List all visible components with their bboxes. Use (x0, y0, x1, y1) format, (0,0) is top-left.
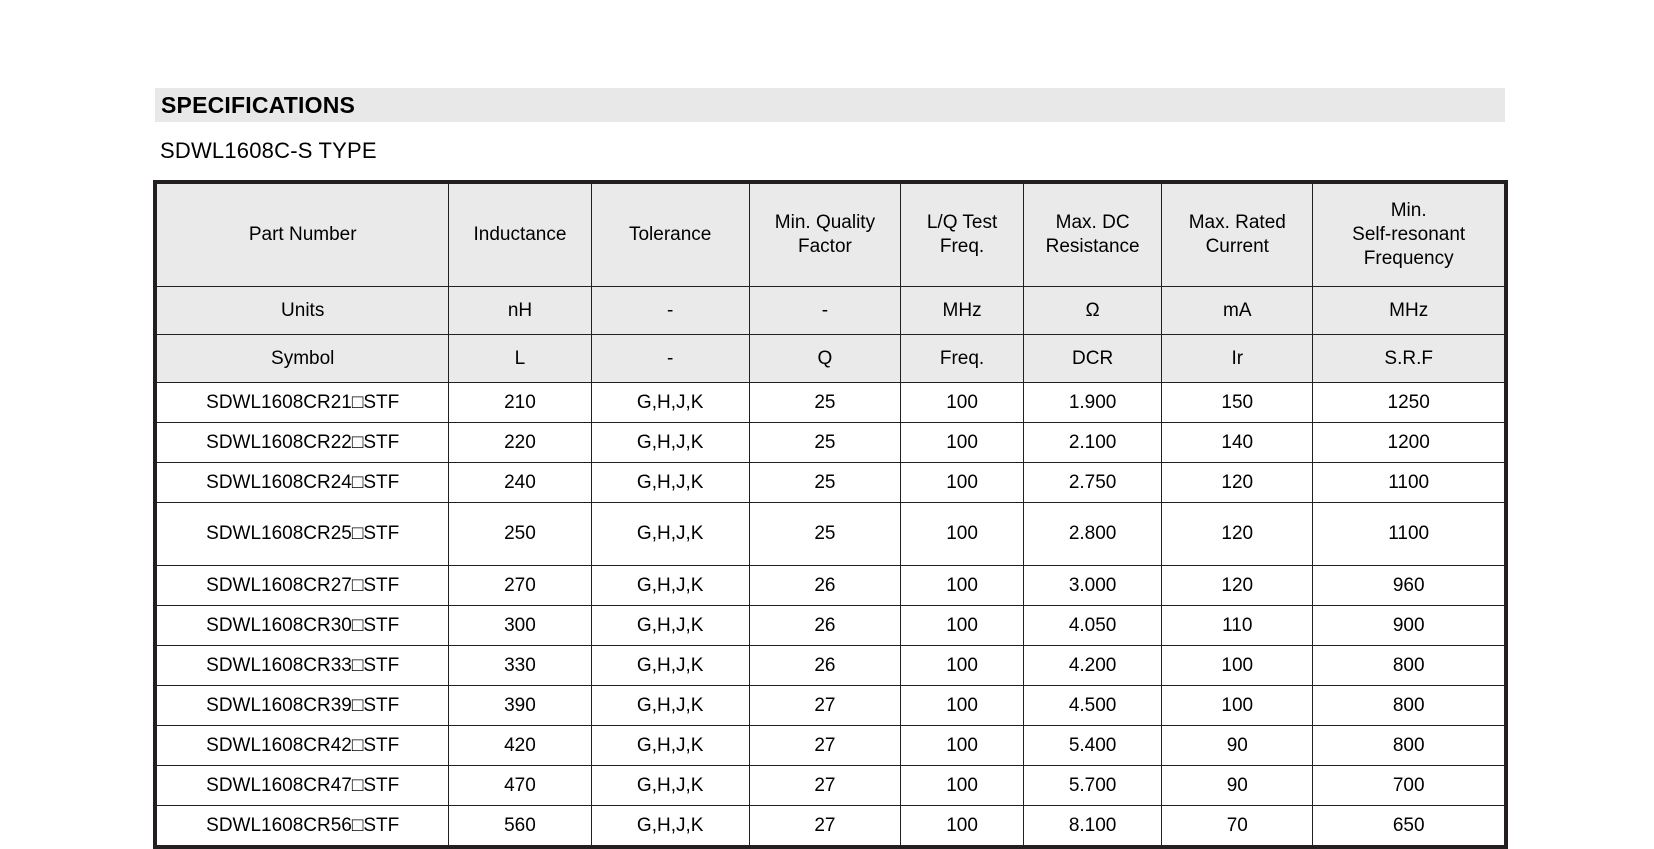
cell-part-number: SDWL1608CR39□STF (155, 686, 449, 726)
column-header-line: Freq. (939, 236, 985, 257)
units-label: Units (155, 287, 449, 335)
cell-max-rated-current: 150 (1162, 383, 1313, 423)
cell-max-rated-current: 120 (1162, 463, 1313, 503)
cell-tolerance: G,H,J,K (591, 726, 749, 766)
cell-min-quality-factor: 27 (749, 686, 900, 726)
cell-min-self-resonant-frequency: 800 (1313, 646, 1506, 686)
cell-inductance: 420 (449, 726, 591, 766)
cell-part-number: SDWL1608CR24□STF (155, 463, 449, 503)
cell-min-self-resonant-frequency: 1200 (1313, 423, 1506, 463)
cell-min-quality-factor: 25 (749, 503, 900, 566)
cell-part-number: SDWL1608CR47□STF (155, 766, 449, 806)
cell-tolerance: G,H,J,K (591, 766, 749, 806)
cell-max-dc-resistance: 5.700 (1024, 766, 1162, 806)
table-row (155, 383, 1506, 423)
cell-lq-test-freq: 100 (901, 766, 1024, 806)
symbol-dc-resistance: DCR (1024, 335, 1162, 383)
column-header-inductance (449, 182, 591, 287)
cell-max-rated-current: 120 (1162, 566, 1313, 606)
table-row (155, 686, 1506, 726)
cell-inductance: 330 (449, 646, 591, 686)
cell-part-number: SDWL1608CR56□STF (155, 806, 449, 848)
specifications-table (153, 180, 1508, 849)
units-tolerance: - (591, 287, 749, 335)
table-header-row (155, 182, 1506, 287)
cell-max-dc-resistance: 3.000 (1024, 566, 1162, 606)
specifications-table-wrapper (153, 180, 1508, 849)
cell-lq-test-freq: 100 (901, 463, 1024, 503)
cell-inductance: 210 (449, 383, 591, 423)
column-header-line: Resistance (1045, 236, 1140, 257)
cell-max-rated-current: 70 (1162, 806, 1313, 848)
table-row (155, 566, 1506, 606)
cell-max-rated-current: 100 (1162, 686, 1313, 726)
cell-min-quality-factor: 27 (749, 806, 900, 848)
cell-tolerance: G,H,J,K (591, 566, 749, 606)
cell-lq-test-freq: 100 (901, 503, 1024, 566)
cell-min-quality-factor: 25 (749, 383, 900, 423)
units-dc-resistance: Ω (1024, 287, 1162, 335)
cell-part-number: SDWL1608CR30□STF (155, 606, 449, 646)
cell-min-self-resonant-frequency: 800 (1313, 686, 1506, 726)
cell-lq-test-freq: 100 (901, 726, 1024, 766)
column-header-max-rated-current (1162, 182, 1313, 287)
cell-part-number: SDWL1608CR42□STF (155, 726, 449, 766)
cell-tolerance: G,H,J,K (591, 606, 749, 646)
cell-inductance: 240 (449, 463, 591, 503)
column-header-tolerance (591, 182, 749, 287)
cell-part-number: SDWL1608CR33□STF (155, 646, 449, 686)
cell-min-quality-factor: 26 (749, 566, 900, 606)
cell-lq-test-freq: 100 (901, 423, 1024, 463)
cell-max-rated-current: 140 (1162, 423, 1313, 463)
column-header-max-dc-resistance (1024, 182, 1162, 287)
cell-lq-test-freq: 100 (901, 383, 1024, 423)
cell-tolerance: G,H,J,K (591, 463, 749, 503)
table-row (155, 606, 1506, 646)
column-header-line: Inductance (473, 224, 567, 246)
cell-min-quality-factor: 25 (749, 463, 900, 503)
cell-inductance: 270 (449, 566, 591, 606)
column-header-line: Max. DC (1055, 212, 1130, 234)
column-header-lq-test-freq (901, 182, 1024, 287)
cell-max-rated-current: 110 (1162, 606, 1313, 646)
column-header-min-self-resonant-frequency (1313, 182, 1506, 287)
cell-max-dc-resistance: 8.100 (1024, 806, 1162, 848)
units-quality-factor: - (749, 287, 900, 335)
symbol-test-freq: Freq. (901, 335, 1024, 383)
cell-inductance: 250 (449, 503, 591, 566)
cell-max-dc-resistance: 2.100 (1024, 423, 1162, 463)
cell-part-number: SDWL1608CR27□STF (155, 566, 449, 606)
symbol-quality-factor: Q (749, 335, 900, 383)
cell-lq-test-freq: 100 (901, 646, 1024, 686)
cell-min-self-resonant-frequency: 1100 (1313, 503, 1506, 566)
symbol-label: Symbol (155, 335, 449, 383)
table-row (155, 423, 1506, 463)
cell-min-self-resonant-frequency: 900 (1313, 606, 1506, 646)
column-header-line: Self-resonant (1352, 224, 1466, 246)
cell-max-rated-current: 90 (1162, 726, 1313, 766)
units-test-freq: MHz (901, 287, 1024, 335)
symbol-tolerance: - (591, 335, 749, 383)
table-row (155, 726, 1506, 766)
cell-min-quality-factor: 25 (749, 423, 900, 463)
cell-max-dc-resistance: 2.800 (1024, 503, 1162, 566)
cell-inductance: 470 (449, 766, 591, 806)
cell-min-self-resonant-frequency: 700 (1313, 766, 1506, 806)
cell-max-dc-resistance: 4.500 (1024, 686, 1162, 726)
cell-max-dc-resistance: 5.400 (1024, 726, 1162, 766)
column-header-line: Current (1205, 236, 1269, 257)
cell-min-self-resonant-frequency: 650 (1313, 806, 1506, 848)
table-row (155, 766, 1506, 806)
column-header-line: Min. (1390, 200, 1427, 222)
cell-max-rated-current: 90 (1162, 766, 1313, 806)
cell-min-quality-factor: 27 (749, 726, 900, 766)
cell-inductance: 390 (449, 686, 591, 726)
cell-tolerance: G,H,J,K (591, 686, 749, 726)
cell-inductance: 300 (449, 606, 591, 646)
column-header-line: Part Number (248, 224, 357, 246)
cell-tolerance: G,H,J,K (591, 383, 749, 423)
units-rated-current: mA (1162, 287, 1313, 335)
page-title: SPECIFICATIONS (161, 91, 356, 118)
cell-min-self-resonant-frequency: 960 (1313, 566, 1506, 606)
cell-min-self-resonant-frequency: 1250 (1313, 383, 1506, 423)
table-units-row (155, 287, 1506, 335)
cell-min-quality-factor: 26 (749, 646, 900, 686)
table-symbol-row (155, 335, 1506, 383)
column-header-line: Min. Quality (774, 212, 876, 234)
units-inductance: nH (449, 287, 591, 335)
symbol-rated-current: Ir (1162, 335, 1313, 383)
type-subtitle: SDWL1608C-S TYPE (160, 138, 377, 163)
table-row (155, 806, 1506, 848)
column-header-line: Tolerance (628, 224, 712, 246)
cell-part-number: SDWL1608CR25□STF (155, 503, 449, 566)
cell-inductance: 220 (449, 423, 591, 463)
table-row (155, 503, 1506, 566)
cell-max-dc-resistance: 1.900 (1024, 383, 1162, 423)
cell-tolerance: G,H,J,K (591, 503, 749, 566)
cell-tolerance: G,H,J,K (591, 423, 749, 463)
cell-max-rated-current: 100 (1162, 646, 1313, 686)
cell-lq-test-freq: 100 (901, 606, 1024, 646)
cell-max-dc-resistance: 4.050 (1024, 606, 1162, 646)
cell-tolerance: G,H,J,K (591, 806, 749, 848)
cell-lq-test-freq: 100 (901, 566, 1024, 606)
cell-lq-test-freq: 100 (901, 806, 1024, 848)
cell-inductance: 560 (449, 806, 591, 848)
column-header-line: Factor (798, 236, 852, 257)
cell-min-self-resonant-frequency: 800 (1313, 726, 1506, 766)
cell-max-rated-current: 120 (1162, 503, 1313, 566)
column-header-min-quality-factor (749, 182, 900, 287)
cell-min-self-resonant-frequency: 1100 (1313, 463, 1506, 503)
table-row (155, 463, 1506, 503)
cell-max-dc-resistance: 4.200 (1024, 646, 1162, 686)
specifications-banner (155, 88, 1505, 122)
cell-part-number: SDWL1608CR22□STF (155, 423, 449, 463)
cell-min-quality-factor: 26 (749, 606, 900, 646)
table-row (155, 646, 1506, 686)
cell-min-quality-factor: 27 (749, 766, 900, 806)
symbol-inductance: L (449, 335, 591, 383)
column-header-part-number (155, 182, 449, 287)
cell-lq-test-freq: 100 (901, 686, 1024, 726)
column-header-line: L/Q Test (926, 212, 998, 234)
symbol-self-resonant-frequency: S.R.F (1313, 335, 1506, 383)
cell-max-dc-resistance: 2.750 (1024, 463, 1162, 503)
units-self-resonant-frequency: MHz (1313, 287, 1506, 335)
cell-part-number: SDWL1608CR21□STF (155, 383, 449, 423)
column-header-line: Frequency (1363, 247, 1454, 269)
column-header-line: Max. Rated (1188, 212, 1286, 234)
cell-tolerance: G,H,J,K (591, 646, 749, 686)
